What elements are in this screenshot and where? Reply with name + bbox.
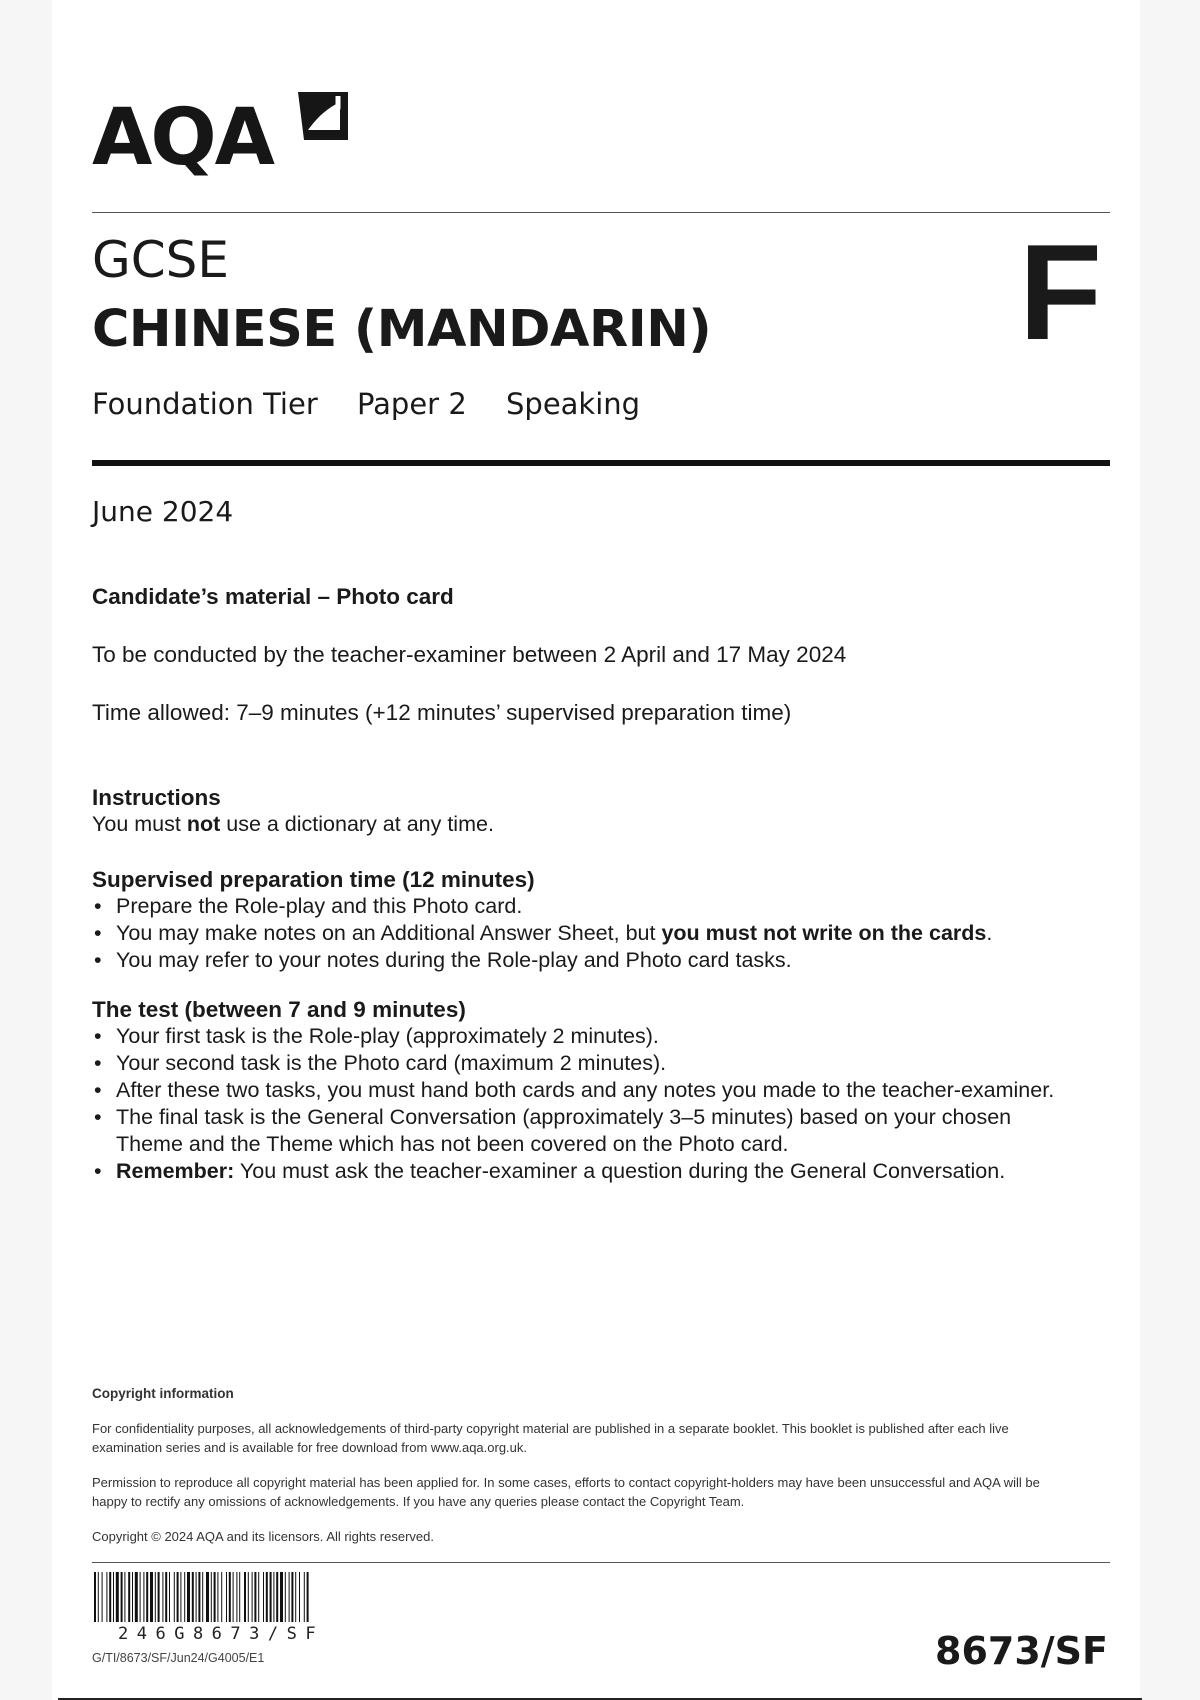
- list-item: • You may make notes on an Additional Answer Sheet, but you must not write on the cards.: [92, 920, 1122, 947]
- copyright-para-1: For confidentiality purposes, all acknowledgements of third-party copyright material are published in a separate booklet. This booklet is published after each live examination series and is available for free download from www.aqa.org.uk.: [92, 1421, 1009, 1455]
- document-code: G/TI/8673/SF/Jun24/G4005/E1: [92, 1651, 265, 1665]
- component-label: Speaking: [506, 387, 641, 421]
- tier-letter: F: [1018, 216, 1102, 368]
- instructions-section: [92, 784, 1122, 838]
- logo-mark-icon: [292, 90, 350, 146]
- page-margin-right: [1140, 0, 1200, 1700]
- list-item: • Prepare the Role-play and this Photo card.: [92, 893, 1122, 920]
- qualification-title: GCSE: [92, 231, 229, 289]
- instructions-line: You must not use a dictionary at any time.: [92, 812, 494, 836]
- paper-label: Paper 2: [356, 387, 467, 421]
- list-item: • You may refer to your notes during the Role-play and Photo card tasks.: [92, 947, 1122, 974]
- list-item: • Your second task is the Photo card (maximum 2 minutes).: [92, 1050, 1122, 1077]
- test-section: [92, 996, 1122, 1185]
- footer-divider: [92, 1562, 1110, 1563]
- copyright-para-2: Permission to reproduce all copyright material has been applied for. In some cases, efforts to contact copyright-holders may have been unsuccessful and AQA will be happy to rectify any omissions of acknowledgements. If you have any queries please contact the Copyright Team.: [92, 1475, 1040, 1509]
- paper-meta: [92, 384, 670, 424]
- list-item: • The final task is the General Conversation (approximately 3–5 minutes) based on your chosen Theme and the Theme which has not been covered on the Photo card.: [92, 1104, 1076, 1158]
- copyright-title: Copyright information: [92, 1386, 234, 1401]
- list-item: • Remember: You must ask the teacher-examiner a question during the General Conversation.: [92, 1158, 1122, 1185]
- copyright-para-3: Copyright © 2024 AQA and its licensors. All rights reserved.: [92, 1529, 434, 1544]
- barcode-icon: [92, 1572, 452, 1624]
- paper-code: 8673/SF: [935, 1629, 1108, 1673]
- exam-date: June 2024: [92, 495, 234, 528]
- copyright-section: [92, 1384, 1092, 1546]
- aqa-logo: [92, 88, 362, 188]
- barcode-number: 246G8673/SF: [118, 1624, 325, 1644]
- material-heading: Candidate’s material – Photo card: [92, 584, 454, 609]
- test-title: The test (between 7 and 9 minutes): [92, 997, 466, 1022]
- instructions-title: Instructions: [92, 785, 221, 810]
- time-allowed-text: Time allowed: 7–9 minutes (+12 minutes’ supervised preparation time): [92, 700, 792, 725]
- title-divider: [92, 460, 1110, 466]
- logo-text: AQA: [92, 93, 274, 183]
- list-item: • After these two tasks, you must hand both cards and any notes you made to the teacher-examiner.: [92, 1077, 1122, 1104]
- preparation-title: Supervised preparation time (12 minutes): [92, 867, 535, 892]
- list-item: • Your first task is the Role-play (approximately 2 minutes).: [92, 1023, 1122, 1050]
- subject-title: CHINESE (MANDARIN): [92, 300, 712, 359]
- header-divider: [92, 212, 1110, 213]
- preparation-section: [92, 866, 1122, 974]
- conducted-text: To be conducted by the teacher-examiner between 2 April and 17 May 2024: [92, 642, 847, 667]
- tier-label: Foundation Tier: [92, 387, 318, 421]
- page-margin-left: [0, 0, 52, 1700]
